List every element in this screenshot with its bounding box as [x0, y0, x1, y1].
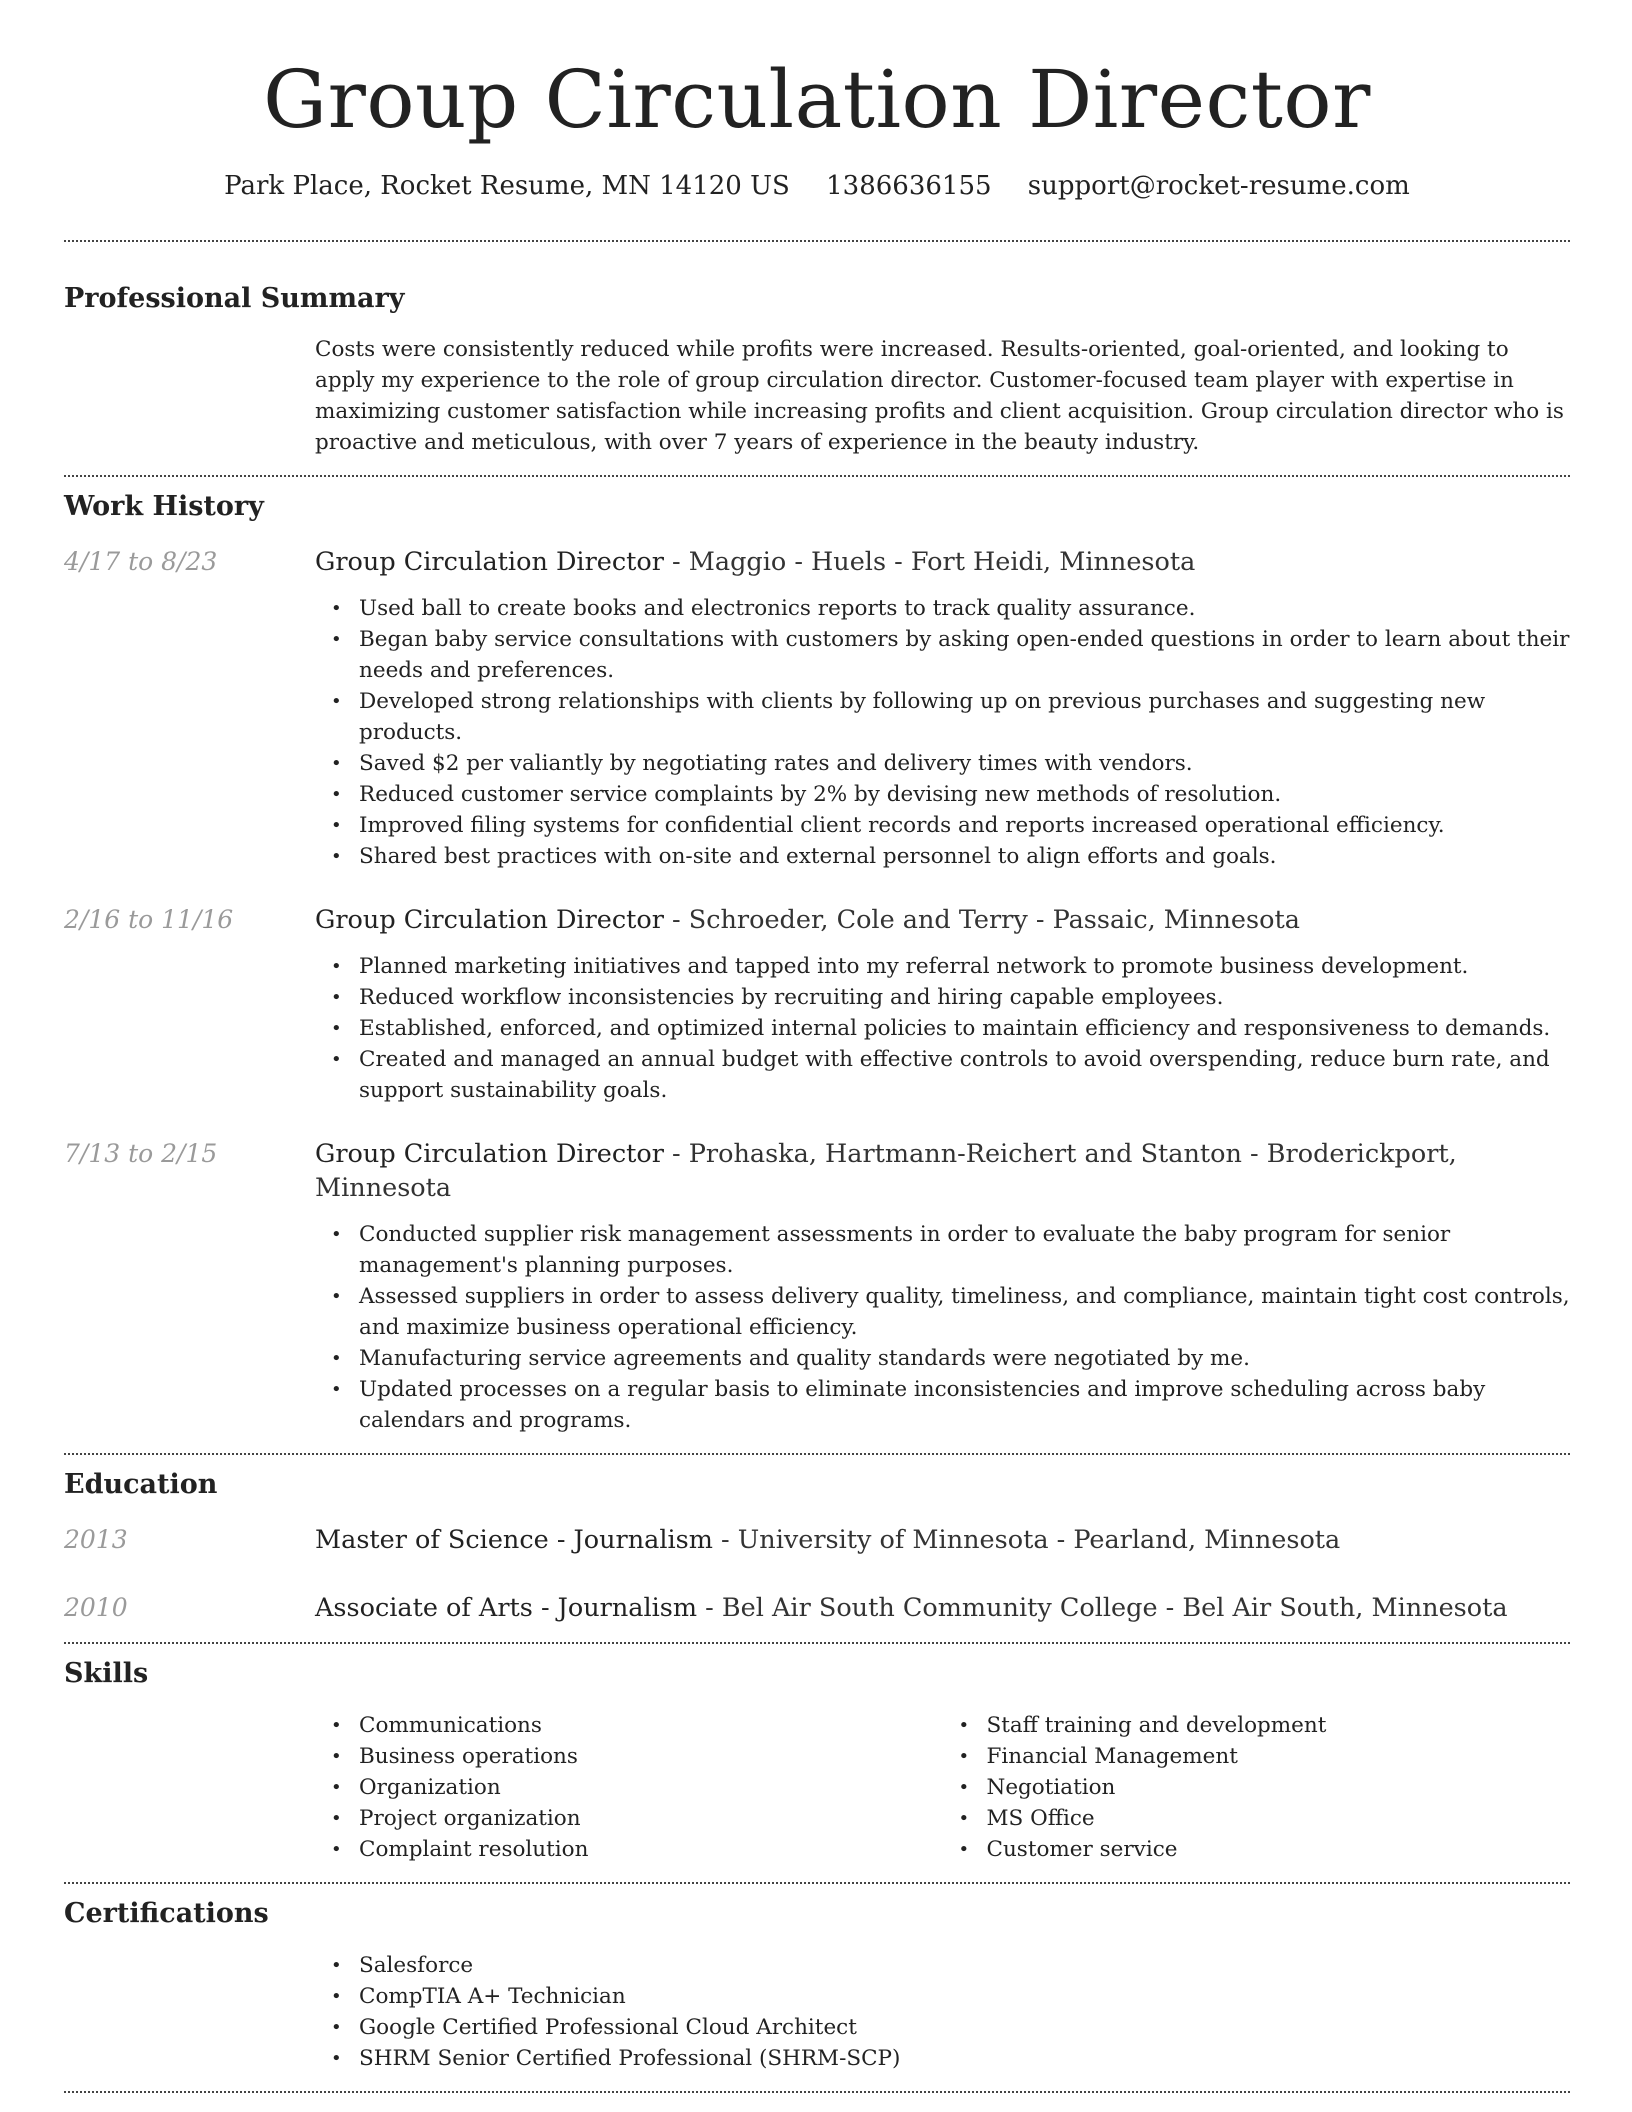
certifications-list: [315, 1950, 1570, 2074]
list-item: • Project organization: [359, 1803, 943, 1834]
list-item: • Used ball to create books and electronics reports to track quality assurance.: [359, 593, 1570, 624]
list-item: • Communications: [359, 1710, 943, 1741]
list-item: • Created and managed an annual budget with effective controls to avoid overspending, reduce burn rate, and support sustainability goals.: [359, 1044, 1570, 1106]
job-title: Group Circulation Director: [315, 547, 664, 577]
list-item: • Financial Management: [987, 1741, 1571, 1772]
skills-list-left: [315, 1710, 943, 1865]
list-item: • Manufacturing service agreements and quality standards were negotiated by me.: [359, 1343, 1570, 1374]
summary-section: [64, 281, 1570, 458]
divider: [64, 1642, 1570, 1644]
contact-line: [64, 168, 1570, 204]
job-company: Maggio - Huels - Fort Heidi, Minnesota: [688, 547, 1196, 577]
list-item: • Saved $2 per valiantly by negotiating rates and delivery times with vendors.: [359, 748, 1570, 779]
summary-text: Costs were consistently reduced while profits were increased. Results-oriented, goal-oriented, and looking to apply my experience to the role of group circulation director. Customer-focused team player with expertise in maximizing customer satisfaction while increasing profits and client acquisition. Group circulation director who is proactive and meticulous, with over 7 years of experience in the beauty industry.: [315, 337, 1564, 455]
education-section: [64, 1467, 1570, 1625]
certifications-section: [64, 1896, 1570, 2074]
job-entry: [64, 903, 1570, 1106]
job-bullets: [315, 593, 1570, 872]
job-company: Prohaska, Hartmann-Reichert and Stanton - Broderickport, Minnesota: [315, 1139, 1457, 1203]
job-company: Schroeder, Cole and Terry - Passaic, Minnesota: [688, 905, 1300, 935]
candidate-name: Group Circulation Director: [263, 53, 1371, 146]
education-school: Bel Air South Community College - Bel Air South, Minnesota: [721, 1593, 1508, 1623]
contact-address: Park Place, Rocket Resume, MN 14120 US: [224, 171, 790, 201]
skills-section: [64, 1656, 1570, 1865]
job-dates: 2/16 to 11/16: [64, 905, 234, 934]
contact-email: support@rocket-resume.com: [1027, 171, 1410, 201]
divider: [64, 1882, 1570, 1884]
education-heading: Education: [64, 1469, 218, 1500]
list-item: • Updated processes on a regular basis to eliminate inconsistencies and improve scheduling across baby calendars and programs.: [359, 1374, 1570, 1436]
education-entry: [64, 1591, 1570, 1625]
job-heading: Group Circulation Director - Maggio - Huels - Fort Heidi, Minnesota: [315, 547, 1196, 577]
list-item: • SHRM Senior Certified Professional (SHRM-SCP): [359, 2043, 1570, 2074]
list-item: • Assessed suppliers in order to assess delivery quality, timeliness, and compliance, maintain tight cost controls, and maximize business operational efficiency.: [359, 1281, 1570, 1343]
list-item: • MS Office: [987, 1803, 1571, 1834]
job-heading: Group Circulation Director - Prohaska, Hartmann-Reichert and Stanton - Broderickport, Minnesota: [315, 1139, 1457, 1203]
list-item: • Improved filing systems for confidential client records and reports increased operational efficiency.: [359, 810, 1570, 841]
job-title: Group Circulation Director: [315, 1139, 664, 1169]
education-year: 2013: [64, 1525, 128, 1554]
job-title: Group Circulation Director: [315, 905, 664, 935]
list-item: • Developed strong relationships with clients by following up on previous purchases and suggesting new products.: [359, 686, 1570, 748]
divider: [64, 475, 1570, 477]
education-entry: [64, 1523, 1570, 1557]
work-history-section: [64, 489, 1570, 1436]
list-item: • Conducted supplier risk management assessments in order to evaluate the baby program for senior management's planning purposes.: [359, 1219, 1570, 1281]
list-item: • Google Certified Professional Cloud Architect: [359, 2012, 1570, 2043]
summary-heading: Professional Summary: [64, 283, 405, 314]
list-item: • Established, enforced, and optimized internal policies to maintain efficiency and responsiveness to demands.: [359, 1013, 1570, 1044]
list-item: • Complaint resolution: [359, 1834, 943, 1865]
divider: [64, 240, 1570, 242]
divider: [64, 2091, 1570, 2093]
education-degree: Associate of Arts - Journalism: [315, 1593, 698, 1623]
list-item: • Customer service: [987, 1834, 1571, 1865]
list-item: • Reduced workflow inconsistencies by recruiting and hiring capable employees.: [359, 982, 1570, 1013]
education-year: 2010: [64, 1593, 128, 1622]
education-degree: Master of Science - Journalism: [315, 1525, 713, 1555]
job-bullets: [315, 1219, 1570, 1436]
work-history-heading: Work History: [64, 491, 264, 522]
job-entry: [64, 1137, 1570, 1436]
job-bullets: [315, 951, 1570, 1106]
contact-phone: 1386636155: [826, 171, 992, 201]
list-item: • Organization: [359, 1772, 943, 1803]
skills-list-right: [943, 1710, 1571, 1865]
skills-columns: [315, 1710, 1570, 1865]
list-item: • Negotiation: [987, 1772, 1571, 1803]
education-heading-line: Master of Science - Journalism - University of Minnesota - Pearland, Minnesota: [315, 1525, 1341, 1555]
list-item: • Planned marketing initiatives and tapped into my referral network to promote business development.: [359, 951, 1570, 982]
job-heading: Group Circulation Director - Schroeder, Cole and Terry - Passaic, Minnesota: [315, 905, 1300, 935]
list-item: • CompTIA A+ Technician: [359, 1981, 1570, 2012]
list-item: • Business operations: [359, 1741, 943, 1772]
skills-heading: Skills: [64, 1658, 149, 1689]
job-dates: 7/13 to 2/15: [64, 1139, 218, 1168]
list-item: • Began baby service consultations with customers by asking open-ended questions in order to learn about their needs and preferences.: [359, 624, 1570, 686]
job-dates: 4/17 to 8/23: [64, 547, 218, 576]
certifications-heading: Certifications: [64, 1898, 269, 1929]
education-heading-line: Associate of Arts - Journalism - Bel Air South Community College - Bel Air South, Minnesota: [315, 1593, 1508, 1623]
list-item: • Shared best practices with on-site and external personnel to align efforts and goals.: [359, 841, 1570, 872]
divider: [64, 1453, 1570, 1455]
job-entry: [64, 545, 1570, 872]
resume-page: [64, 0, 1570, 2093]
education-school: University of Minnesota - Pearland, Minnesota: [737, 1525, 1341, 1555]
list-item: • Salesforce: [359, 1950, 1570, 1981]
list-item: • Staff training and development: [987, 1710, 1571, 1741]
list-item: • Reduced customer service complaints by 2% by devising new methods of resolution.: [359, 779, 1570, 810]
